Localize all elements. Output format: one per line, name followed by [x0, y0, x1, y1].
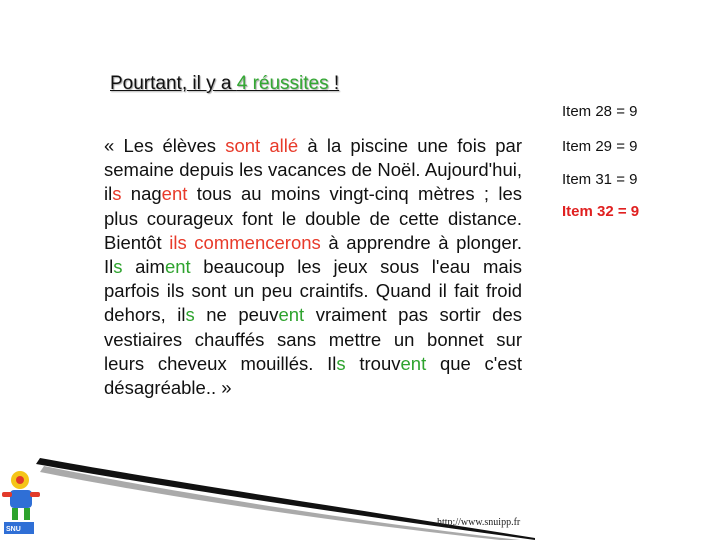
- slide-title: [110, 73, 339, 95]
- highlighted-word: s: [112, 183, 122, 205]
- snuipp-logo-icon: [0, 450, 60, 540]
- passage-text: à apprendre à plonger. Il: [104, 231, 522, 278]
- passage-text: ne peuv: [194, 304, 279, 326]
- passage-text: vraiment pas sortir des vestiaires chauffés sans mettre un bonnet sur leurs cheveux mouillés. Il: [104, 304, 522, 374]
- highlighted-word: ent: [278, 304, 305, 326]
- passage-text: beaucoup les jeux sous l'eau mais parfois ils sont un peu craintifs. Quand il fait froid dehors, il: [104, 256, 523, 326]
- logo-text: SNU: [6, 526, 21, 533]
- highlighted-word: s: [185, 304, 195, 326]
- item-score: Item 31 = 9: [562, 171, 638, 188]
- highlighted-word: ent: [400, 352, 427, 374]
- item-score: Item 29 = 9: [562, 138, 638, 155]
- title-highlight: 4 réussites: [236, 73, 329, 94]
- highlighted-word: ils commencerons: [169, 231, 321, 253]
- highlighted-word: s: [336, 352, 346, 374]
- passage-text: nag: [121, 183, 162, 205]
- title-suffix: !: [328, 73, 340, 94]
- dictation-passage: [104, 134, 522, 400]
- highlighted-word: s: [113, 256, 123, 278]
- passage-text: tous au moins vingt-cinq mètres ; les plus courageux font le double de cette distance. Bientôt: [104, 183, 522, 253]
- highlighted-word: ent: [164, 256, 191, 278]
- passage-text: que c'est désagréable.. »: [104, 352, 522, 399]
- passage-text: « Les élèves: [104, 135, 226, 156]
- passage-text: aim: [122, 256, 165, 278]
- highlighted-word: ent: [161, 183, 188, 205]
- passage-text: à la piscine une fois par semaine depuis les vacances de Noël. Aujourd'hui, il: [104, 135, 523, 205]
- item-score-highlighted: Item 32 = 9: [562, 203, 640, 220]
- footer-url: http://www.snuipp.fr: [437, 517, 521, 528]
- title-prefix: Pourtant, il y a: [110, 73, 237, 94]
- item-score: Item 28 = 9: [562, 103, 638, 120]
- passage-text: trouv: [345, 352, 401, 374]
- highlighted-word: sont allé: [225, 135, 299, 156]
